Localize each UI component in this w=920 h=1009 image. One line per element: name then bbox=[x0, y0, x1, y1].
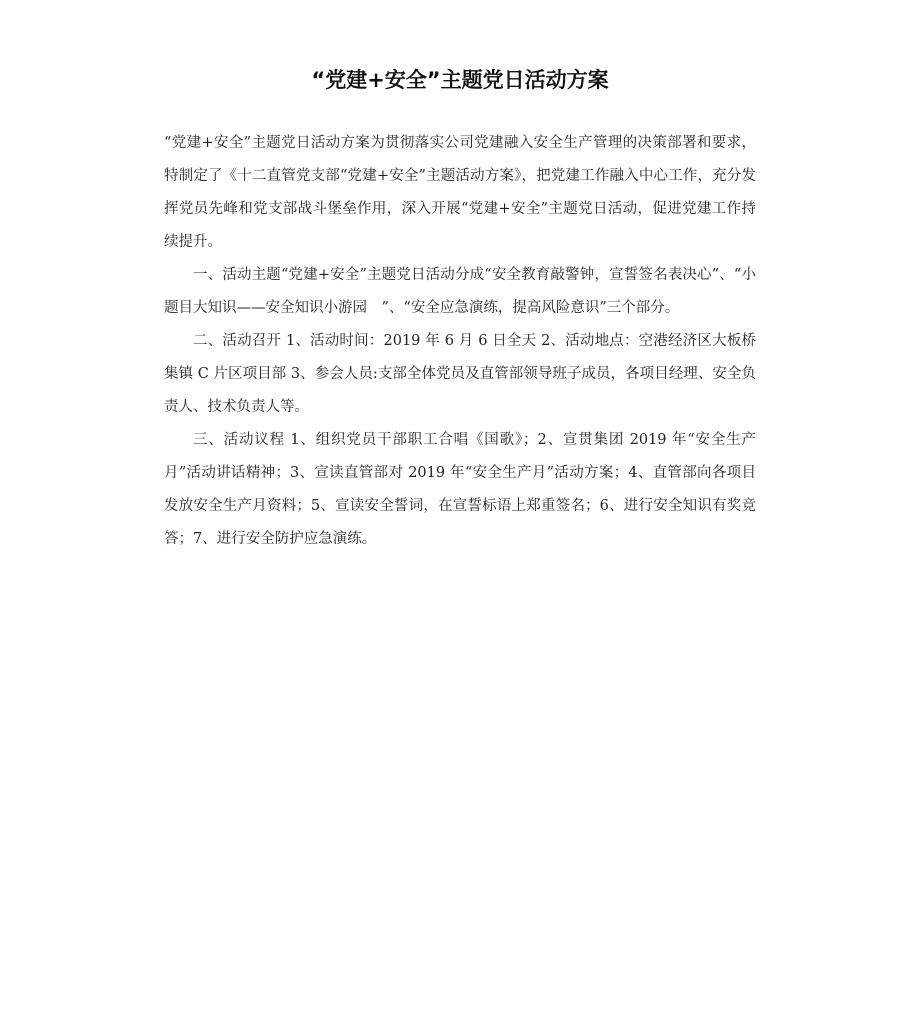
paragraph-activity-theme: 一、活动主题“党建+安全”主题党日活动分成“安全教育敲警钟，宣誓签名表决心”、“小题目大知识——安全知识小游园 ”、“安全应急演练，提高风险意识”三个部分。 bbox=[164, 267, 756, 316]
paragraph-activity-schedule: 二、活动召开 1、活动时间：2019 年 6 月 6 日全天 2、活动地点：空港经济区大板桥集镇 C 片区项目部 3、参会人员:支部全体党员及直管部领导班子成员，各项目经理、安全负责人、技术负责人等。 bbox=[164, 333, 756, 415]
document-body bbox=[164, 127, 756, 556]
paragraph-intro: “党建+安全”主题党日活动方案为贯彻落实公司党建融入安全生产管理的决策部署和要求，特制定了《十二直管党支部“党建+安全”主题活动方案》，把党建工作融入中心工作，充分发挥党员先峰和党支部战斗堡垒作用，深入开展“党建+安全”主题党日活动，促进党建工作持续提升。 bbox=[164, 135, 756, 250]
paragraph-activity-agenda: 三、活动议程 1、组织党员干部职工合唱《国歌》；2、宣贯集团 2019 年“安全生产月”活动讲话精神；3、宣读直管部对 2019 年“安全生产月”活动方案；4、直管部向各项目发放安全生产月资料；5、宣读安全誓词，在宣誓标语上郑重签名；6、进行安全知识有奖竞答；7、进行安全防护应急演练。 bbox=[164, 432, 756, 547]
document-title: “党建+安全”主题党日活动方案 bbox=[311, 68, 609, 92]
